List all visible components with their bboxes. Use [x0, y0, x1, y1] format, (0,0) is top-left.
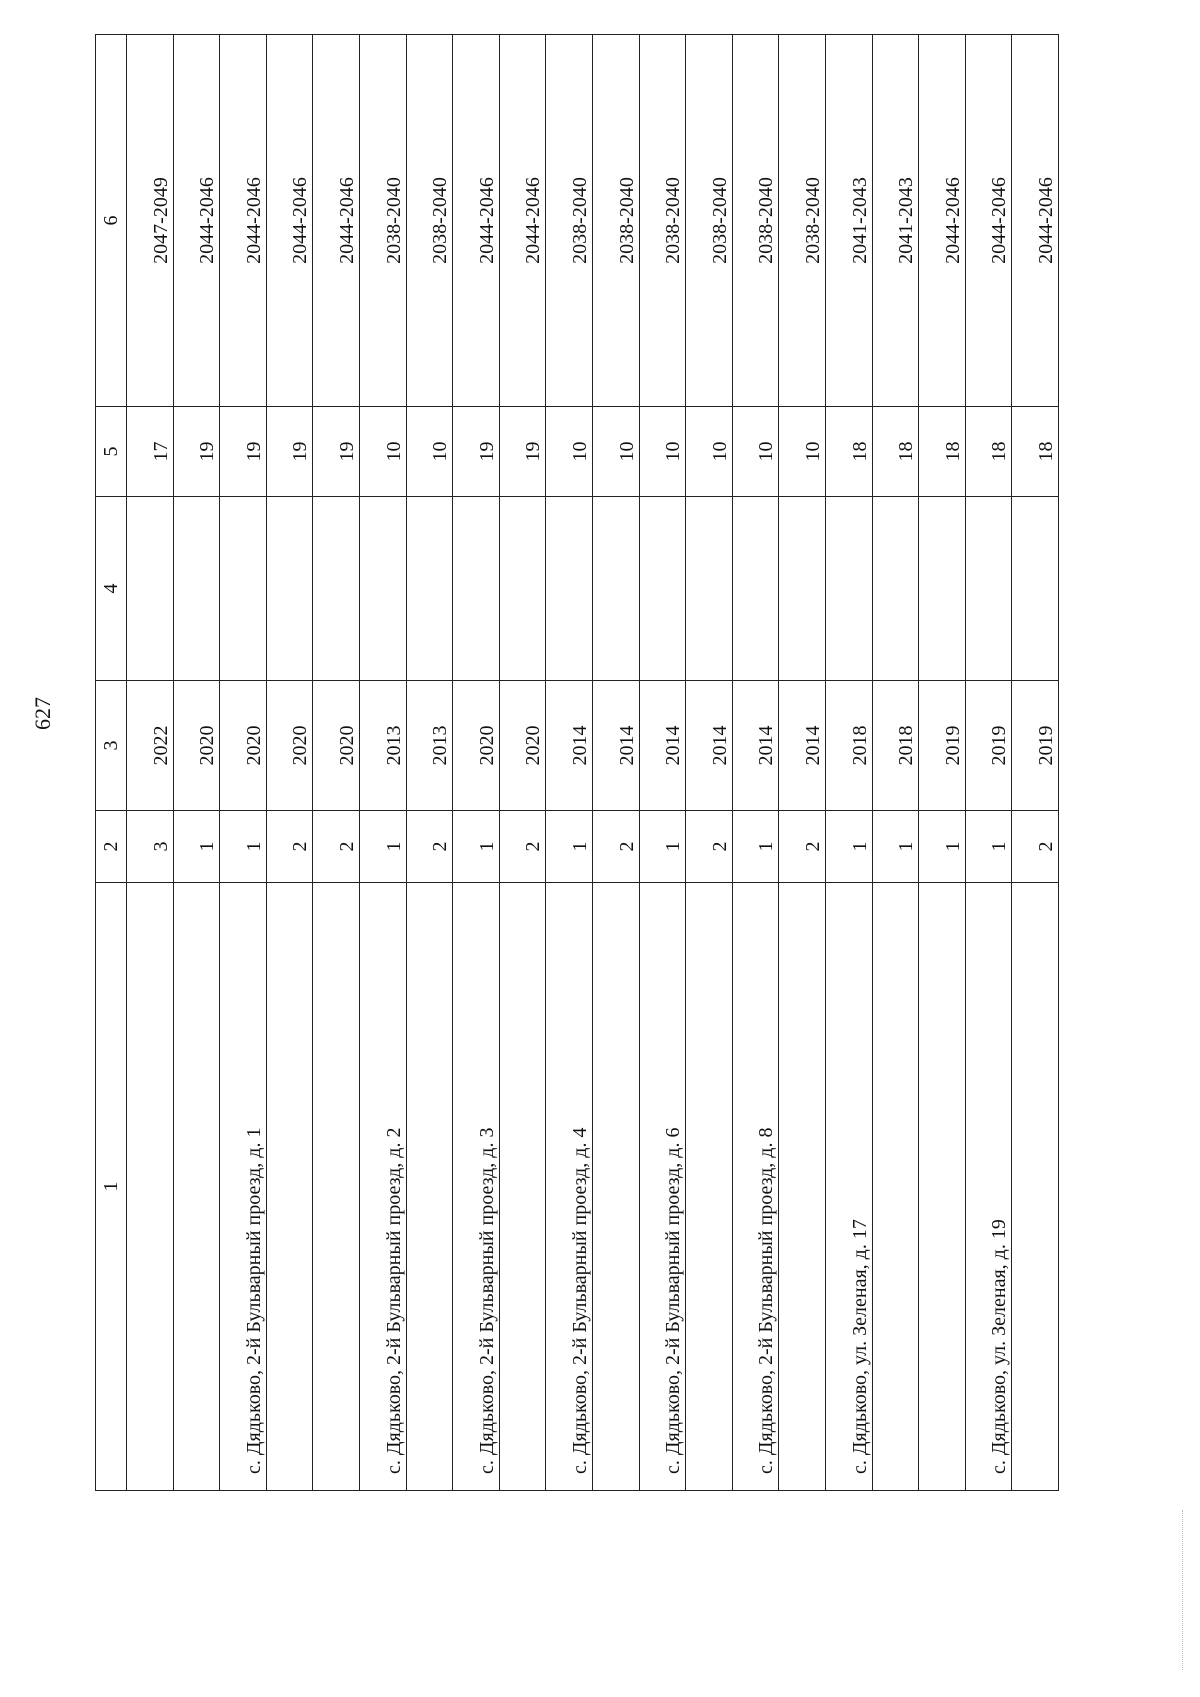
empty-cell: [825, 497, 872, 681]
year-cell: 2019: [965, 681, 1012, 811]
year-cell: 2020: [313, 681, 360, 811]
interval-cell: 19: [313, 407, 360, 497]
empty-cell: [127, 497, 174, 681]
address-cell: [592, 883, 639, 1491]
year-cell: 2020: [173, 681, 220, 811]
period-cell: 2044-2046: [220, 35, 267, 407]
count-cell: 2: [1012, 811, 1059, 883]
count-cell: 1: [173, 811, 220, 883]
period-cell: 2038-2040: [359, 35, 406, 407]
table-row: [686, 35, 733, 1491]
count-cell: 2: [406, 811, 453, 883]
count-cell: 1: [359, 811, 406, 883]
empty-cell: [686, 497, 733, 681]
interval-cell: 10: [779, 407, 826, 497]
address-cell: с. Дядьково, 2-й Бульварный проезд, д. 2: [359, 883, 406, 1491]
table-row: [453, 35, 500, 1491]
interval-cell: 10: [639, 407, 686, 497]
table-row: [592, 35, 639, 1491]
period-cell: 2044-2046: [313, 35, 360, 407]
year-cell: 2013: [406, 681, 453, 811]
table-row: [732, 35, 779, 1491]
period-cell: 2044-2046: [499, 35, 546, 407]
count-cell: 2: [313, 811, 360, 883]
table-row: [220, 35, 267, 1491]
count-cell: 1: [872, 811, 919, 883]
interval-cell: 19: [220, 407, 267, 497]
interval-cell: 19: [499, 407, 546, 497]
address-cell: [266, 883, 313, 1491]
table-row: [872, 35, 919, 1491]
interval-cell: 10: [592, 407, 639, 497]
address-cell: [779, 883, 826, 1491]
table-row: [266, 35, 313, 1491]
address-cell: с. Дядьково, 2-й Бульварный проезд, д. 3: [453, 883, 500, 1491]
interval-cell: 18: [872, 407, 919, 497]
period-cell: 2047-2049: [127, 35, 174, 407]
table-row: [919, 35, 966, 1491]
table-row: [406, 35, 453, 1491]
year-cell: 2019: [1012, 681, 1059, 811]
period-cell: 2044-2046: [266, 35, 313, 407]
empty-cell: [453, 497, 500, 681]
table-row: [965, 35, 1012, 1491]
address-cell: [1012, 883, 1059, 1491]
address-cell: [919, 883, 966, 1491]
year-cell: 2014: [639, 681, 686, 811]
empty-cell: [220, 497, 267, 681]
empty-cell: [546, 497, 593, 681]
count-cell: 2: [686, 811, 733, 883]
count-cell: 2: [499, 811, 546, 883]
period-cell: 2038-2040: [639, 35, 686, 407]
empty-cell: [359, 497, 406, 681]
table-row: [499, 35, 546, 1491]
count-cell: 1: [965, 811, 1012, 883]
table-row: [825, 35, 872, 1491]
count-cell: 1: [453, 811, 500, 883]
period-cell: 2038-2040: [779, 35, 826, 407]
count-cell: 2: [592, 811, 639, 883]
period-cell: 2038-2040: [406, 35, 453, 407]
address-cell: с. Дядьково, ул. Зеленая, д. 17: [825, 883, 872, 1491]
year-cell: 2019: [919, 681, 966, 811]
empty-cell: [592, 497, 639, 681]
count-cell: 1: [732, 811, 779, 883]
period-cell: 2044-2046: [965, 35, 1012, 407]
period-cell: 2038-2040: [592, 35, 639, 407]
empty-cell: [919, 497, 966, 681]
interval-cell: 10: [406, 407, 453, 497]
year-cell: 2013: [359, 681, 406, 811]
address-cell: с. Дядьково, 2-й Бульварный проезд, д. 6: [639, 883, 686, 1491]
address-cell: с. Дядьково, ул. Зеленая, д. 19: [965, 883, 1012, 1491]
period-cell: 2038-2040: [732, 35, 779, 407]
table-row: [313, 35, 360, 1491]
year-cell: 2022: [127, 681, 174, 811]
year-cell: 2014: [779, 681, 826, 811]
address-cell: [173, 883, 220, 1491]
column-header-5: 5: [96, 407, 127, 497]
empty-cell: [1012, 497, 1059, 681]
year-cell: 2018: [825, 681, 872, 811]
empty-cell: [732, 497, 779, 681]
column-header-1: 1: [96, 883, 127, 1491]
rotated-table-container: [95, 35, 1059, 1491]
count-cell: 1: [825, 811, 872, 883]
count-cell: 1: [220, 811, 267, 883]
count-cell: 1: [546, 811, 593, 883]
address-cell: [686, 883, 733, 1491]
period-cell: 2041-2043: [825, 35, 872, 407]
address-cell: с. Дядьково, 2-й Бульварный проезд, д. 4: [546, 883, 593, 1491]
table-row: [359, 35, 406, 1491]
period-cell: 2044-2046: [173, 35, 220, 407]
period-cell: 2044-2046: [1012, 35, 1059, 407]
column-header-2: 2: [96, 811, 127, 883]
year-cell: 2020: [453, 681, 500, 811]
table-row: [639, 35, 686, 1491]
address-cell: с. Дядьково, 2-й Бульварный проезд, д. 1: [220, 883, 267, 1491]
interval-cell: 10: [686, 407, 733, 497]
empty-cell: [639, 497, 686, 681]
scan-mark: [1182, 1510, 1183, 1670]
year-cell: 2014: [592, 681, 639, 811]
count-cell: 2: [266, 811, 313, 883]
period-cell: 2044-2046: [453, 35, 500, 407]
year-cell: 2020: [266, 681, 313, 811]
column-header-4: 4: [96, 497, 127, 681]
empty-cell: [872, 497, 919, 681]
period-cell: 2041-2043: [872, 35, 919, 407]
address-cell: с. Дядьково, 2-й Бульварный проезд, д. 8: [732, 883, 779, 1491]
empty-cell: [266, 497, 313, 681]
page-number: 627: [30, 697, 55, 730]
period-cell: 2044-2046: [919, 35, 966, 407]
column-header-3: 3: [96, 681, 127, 811]
interval-cell: 19: [266, 407, 313, 497]
interval-cell: 10: [359, 407, 406, 497]
table-row: [127, 35, 174, 1491]
period-cell: 2038-2040: [686, 35, 733, 407]
table-body: [96, 35, 1059, 1491]
interval-cell: 19: [453, 407, 500, 497]
empty-cell: [313, 497, 360, 681]
data-table: [95, 34, 1059, 1491]
year-cell: 2018: [872, 681, 919, 811]
address-cell: [872, 883, 919, 1491]
count-cell: 1: [639, 811, 686, 883]
table-row: [173, 35, 220, 1491]
table-row: [546, 35, 593, 1491]
table-row: [779, 35, 826, 1491]
column-header-6: 6: [96, 35, 127, 407]
interval-cell: 19: [173, 407, 220, 497]
table-row: [1012, 35, 1059, 1491]
address-cell: [127, 883, 174, 1491]
empty-cell: [499, 497, 546, 681]
interval-cell: 18: [825, 407, 872, 497]
interval-cell: 18: [1012, 407, 1059, 497]
interval-cell: 18: [965, 407, 1012, 497]
empty-cell: [965, 497, 1012, 681]
count-cell: 3: [127, 811, 174, 883]
count-cell: 1: [919, 811, 966, 883]
interval-cell: 17: [127, 407, 174, 497]
count-cell: 2: [779, 811, 826, 883]
empty-cell: [406, 497, 453, 681]
interval-cell: 18: [919, 407, 966, 497]
empty-cell: [173, 497, 220, 681]
period-cell: 2038-2040: [546, 35, 593, 407]
year-cell: 2014: [686, 681, 733, 811]
address-cell: [406, 883, 453, 1491]
interval-cell: 10: [546, 407, 593, 497]
year-cell: 2020: [220, 681, 267, 811]
table-header-row: [96, 35, 127, 1491]
empty-cell: [779, 497, 826, 681]
year-cell: 2020: [499, 681, 546, 811]
address-cell: [499, 883, 546, 1491]
year-cell: 2014: [546, 681, 593, 811]
address-cell: [313, 883, 360, 1491]
interval-cell: 10: [732, 407, 779, 497]
year-cell: 2014: [732, 681, 779, 811]
